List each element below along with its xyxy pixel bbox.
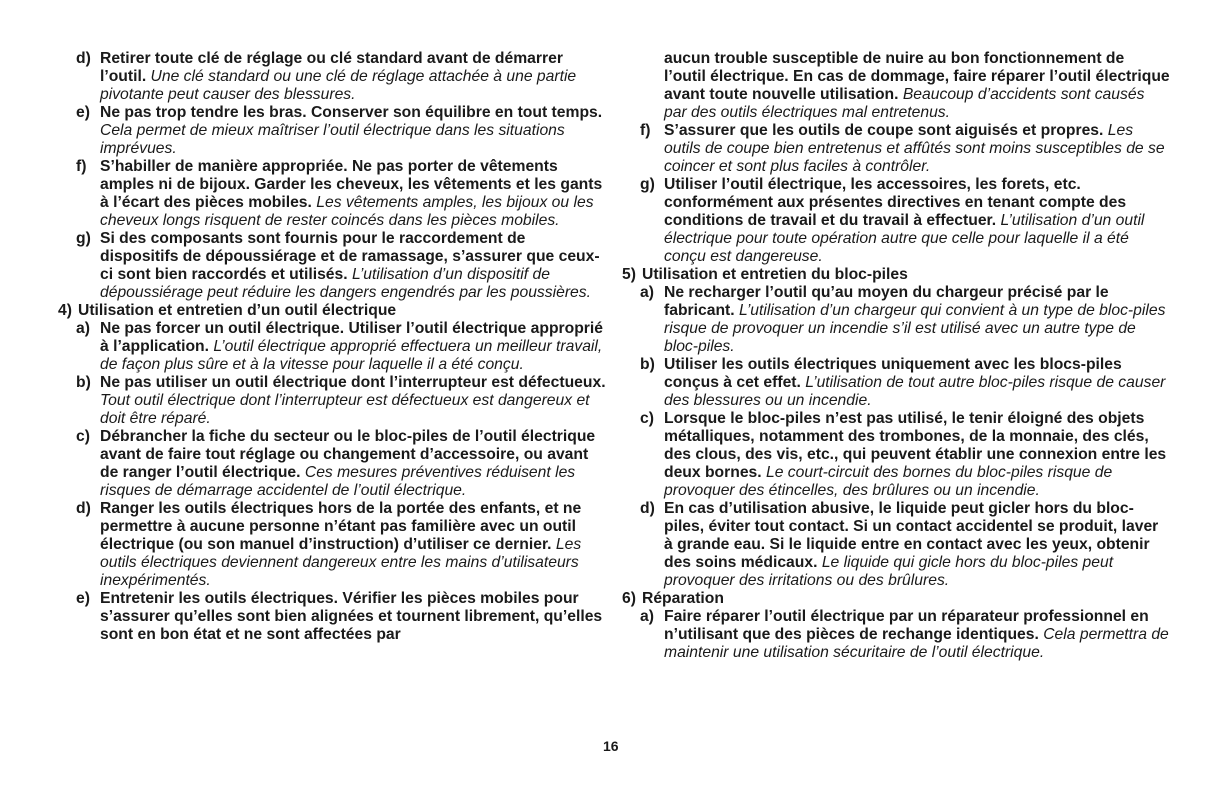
item-label: g) bbox=[640, 176, 655, 193]
item-explanation: Ces mesures préventives réduisent les risques de démarrage accidentel de l’outil électrique. bbox=[100, 464, 576, 499]
item-instruction: aucun trouble susceptible de nuire au bon fonctionnement de l’outil électrique. En cas de dommage, faire réparer l’outil électrique avant toute nouvelle utilisation. bbox=[664, 50, 1170, 103]
section-6-heading bbox=[622, 590, 1170, 608]
item-explanation: L’outil électrique approprié effectuera un meilleur travail, de façon plus sûre et à la vitesse pour laquelle il a été conçu. bbox=[100, 338, 603, 373]
item-f-clothing bbox=[58, 158, 606, 230]
section-title: Utilisation et entretien du bloc-piles bbox=[642, 266, 908, 283]
item-label: d) bbox=[640, 500, 655, 517]
item-instruction: Ne pas utiliser un outil électrique dont l’interrupteur est défectueux. bbox=[100, 374, 606, 391]
section-5-heading bbox=[622, 266, 1170, 284]
item-label: f) bbox=[76, 158, 87, 175]
item-5b-battery-packs bbox=[622, 356, 1170, 410]
item-5a-charger bbox=[622, 284, 1170, 356]
item-4e-maintain bbox=[58, 590, 606, 644]
section-4-heading bbox=[58, 302, 606, 320]
item-4d-storage bbox=[58, 500, 606, 590]
section-number: 5) bbox=[622, 266, 636, 283]
left-column bbox=[58, 50, 606, 644]
item-instruction: En cas d’utilisation abusive, le liquide peut gicler hors du bloc-piles, éviter tout contact. Si un contact accidentel se produit, laver à grande eau. Si le liquide entre en contact avec les yeux, obtenir des soins médicaux. bbox=[664, 500, 1159, 571]
section-title: Réparation bbox=[642, 590, 724, 607]
item-explanation: Les outils de coupe bien entretenus et affûtés sont moins susceptibles de se coincer et sont plus faciles à contrôler. bbox=[664, 122, 1165, 175]
item-label: a) bbox=[76, 320, 90, 337]
item-6a-repair bbox=[622, 608, 1170, 662]
item-explanation: Les vêtements amples, les bijoux ou les cheveux longs risquent de rester coincés dans les pièces mobiles. bbox=[100, 194, 594, 229]
item-instruction: Lorsque le bloc-piles n’est pas utilisé, le tenir éloigné des objets métalliques, notamment des trombones, de la monnaie, des clés, des clous, des vis, etc., qui peuvent établir une connexion entre les deux bornes. bbox=[664, 410, 1167, 481]
item-explanation: Tout outil électrique dont l’interrupteur est défectueux est dangereux et doit être réparé. bbox=[100, 392, 590, 427]
item-label: a) bbox=[640, 608, 654, 625]
item-instruction: Débrancher la fiche du secteur ou le bloc-piles de l’outil électrique avant de faire tout réglage ou changement d’accessoire, ou avant de ranger l’outil électrique. bbox=[100, 428, 596, 481]
item-instruction: Si des composants sont fournis pour le raccordement de dispositifs de dépoussiérage et de ramassage, s’assurer que ceux-ci sont bien raccordés et utilisés. bbox=[100, 230, 600, 283]
item-label: f) bbox=[640, 122, 651, 139]
item-d-wrench bbox=[58, 50, 606, 104]
item-instruction: Faire réparer l’outil électrique par un réparateur professionnel en n’utilisant que des pièces de rechange identiques. bbox=[664, 608, 1149, 643]
item-label: d) bbox=[76, 50, 91, 67]
section-number: 4) bbox=[58, 302, 72, 319]
item-explanation: Beaucoup d’accidents sont causés par des outils électriques mal entretenus. bbox=[664, 86, 1145, 121]
item-5d-liquid bbox=[622, 500, 1170, 590]
item-4a-force bbox=[58, 320, 606, 374]
page-number: 16 bbox=[603, 738, 619, 754]
item-label: e) bbox=[76, 590, 90, 607]
item-instruction: Utiliser l’outil électrique, les accessoires, les forets, etc. conformément aux présentes directives en tenant compte des conditions de travail et du travail à effectuer. bbox=[664, 176, 1127, 229]
item-explanation: L’utilisation d’un chargeur qui convient à un type de bloc-piles risque de provoquer un incendie s’il est utilisé avec un autre type de bloc-piles. bbox=[664, 302, 1166, 355]
item-instruction: Ne pas forcer un outil électrique. Utiliser l’outil électrique approprié à l’application. bbox=[100, 320, 603, 355]
item-e-footing bbox=[58, 104, 606, 158]
item-instruction: Retirer toute clé de réglage ou clé standard avant de démarrer l’outil. bbox=[100, 50, 563, 85]
right-column bbox=[622, 50, 1170, 662]
item-explanation: Le liquide qui gicle hors du bloc-piles peut provoquer des irritations ou des brûlures. bbox=[664, 554, 1114, 589]
item-instruction: Ne pas trop tendre les bras. Conserver son équilibre en tout temps. bbox=[100, 104, 603, 121]
item-explanation: L’utilisation d’un outil électrique pour toute opération autre que celle pour laquelle il a été conçu est dangereuse. bbox=[664, 212, 1145, 265]
item-4g-accessories bbox=[622, 176, 1170, 266]
item-explanation: Une clé standard ou une clé de réglage attachée à une partie pivotante peut causer des blessures. bbox=[100, 68, 577, 103]
item-explanation: Les outils électriques deviennent dangereux entre les mains d’utilisateurs inexpérimentés. bbox=[100, 536, 582, 589]
item-explanation: L’utilisation d’un dispositif de dépoussiérage peut réduire les dangers engendrés par les poussières. bbox=[100, 266, 591, 301]
item-label: c) bbox=[640, 410, 654, 427]
section-title: Utilisation et entretien d’un outil électrique bbox=[78, 302, 397, 319]
item-instruction: Entretenir les outils électriques. Vérifier les pièces mobiles pour s’assurer qu’elles sont bien alignées et tournent librement, qu’elles sont en bon état et ne sont affectées par bbox=[100, 590, 603, 643]
item-label: e) bbox=[76, 104, 90, 121]
item-label: b) bbox=[76, 374, 91, 391]
section-number: 6) bbox=[622, 590, 636, 607]
item-instruction: Ne recharger l’outil qu’au moyen du chargeur précisé par le fabricant. bbox=[664, 284, 1109, 319]
item-explanation: L’utilisation de tout autre bloc-piles risque de causer des blessures ou un incendie. bbox=[664, 374, 1166, 409]
item-explanation: Cela permet de mieux maîtriser l’outil électrique dans les situations imprévues. bbox=[100, 122, 565, 157]
item-4e-continued bbox=[622, 50, 1170, 122]
item-label: b) bbox=[640, 356, 655, 373]
item-4b-switch bbox=[58, 374, 606, 428]
item-instruction: Ranger les outils électriques hors de la portée des enfants, et ne permettre à aucune personne n’étant pas familière avec un outil électrique (ou son manuel d’instruction) d’utiliser ce dernier. bbox=[100, 500, 582, 553]
item-5c-metal-objects bbox=[622, 410, 1170, 500]
item-label: d) bbox=[76, 500, 91, 517]
item-4f-cutting bbox=[622, 122, 1170, 176]
item-instruction: Utiliser les outils électriques uniquement avec les blocs-piles conçus à cet effet. bbox=[664, 356, 1122, 391]
item-instruction: S’assurer que les outils de coupe sont aiguisés et propres. bbox=[664, 122, 1104, 139]
item-4c-disconnect bbox=[58, 428, 606, 500]
item-label: a) bbox=[640, 284, 654, 301]
item-g-dust bbox=[58, 230, 606, 302]
item-explanation: Cela permettra de maintenir une utilisation sécuritaire de l’outil électrique. bbox=[664, 626, 1169, 661]
item-instruction: S’habiller de manière appropriée. Ne pas porter de vêtements amples ni de bijoux. Garder les cheveux, les vêtements et les gants à l’écart des pièces mobiles. bbox=[100, 158, 603, 211]
item-explanation: Le court-circuit des bornes du bloc-piles risque de provoquer des étincelles, des brûlures ou un incendie. bbox=[664, 464, 1113, 499]
item-label: c) bbox=[76, 428, 90, 445]
item-label: g) bbox=[76, 230, 91, 247]
